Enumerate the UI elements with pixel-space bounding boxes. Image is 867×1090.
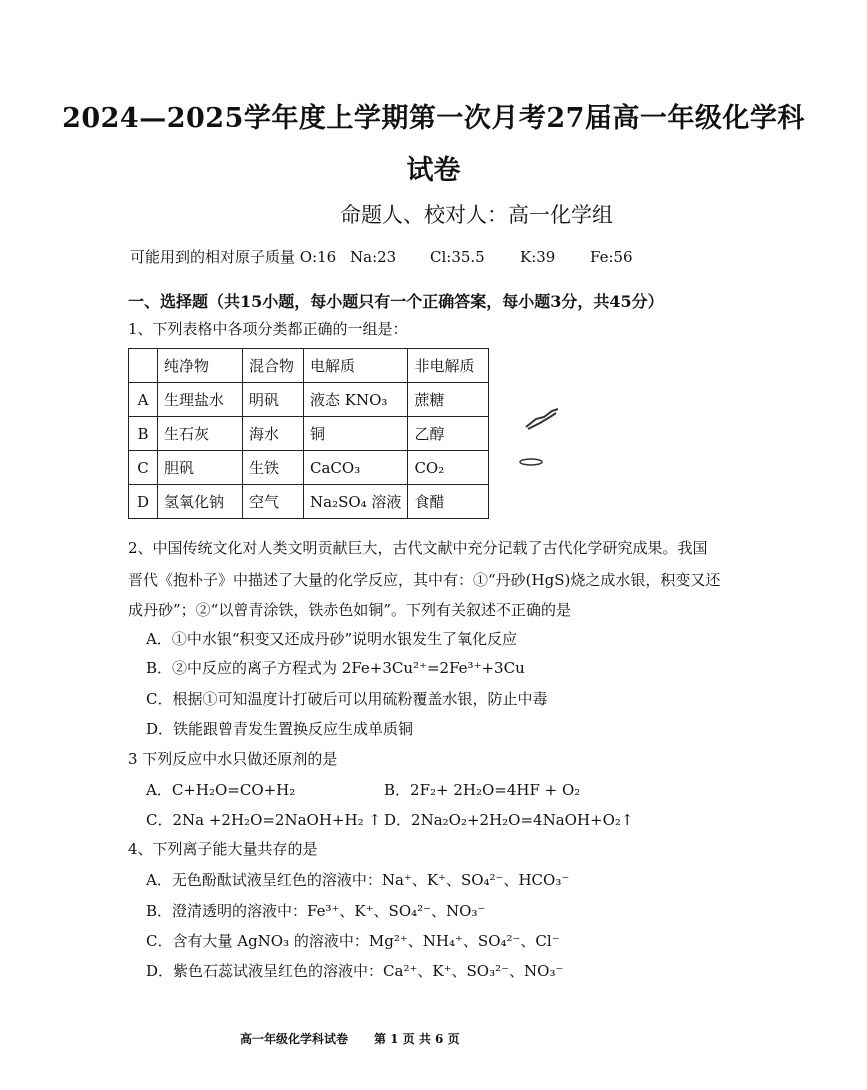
question-4-option-a: A．无色酚酞试液呈红色的溶液中：Na⁺、K⁺、SO₄²⁻、HCO₃⁻ [146,871,570,889]
ink-dash-mark [518,456,546,468]
table-row [129,417,489,451]
question-3-option-a: A．C+H₂O=CO+H₂ [146,781,296,799]
question-2-option-c: C．根据①可知温度计打破后可以用硫粉覆盖水银，防止中毒 [146,690,548,708]
question-3-option-b: B．2F₂+ 2H₂O=4HF + O₂ [384,781,581,799]
atomic-mass-fe: Fe:56 [590,248,633,266]
table-cell: 生铁 [243,451,304,485]
table-cell: Na₂SO₄ 溶液 [304,485,408,519]
table-cell: 食醋 [408,485,489,519]
table-header-cell: 混合物 [243,349,304,383]
table-header-cell [129,349,158,383]
question-4-option-d: D．紫色石蕊试液呈红色的溶液中：Ca²⁺、K⁺、SO₃²⁻、NO₃⁻ [146,962,564,980]
atomic-mass-na: Na:23 [350,248,397,266]
table-cell: 铜 [304,417,408,451]
exam-title-line1: 2024—2025学年度上学期第一次月考27届高一年级化学科 [62,103,805,134]
table-cell: 生理盐水 [158,383,243,417]
table-row [129,383,489,417]
table-row [129,451,489,485]
atomic-mass-k: K:39 [520,248,556,266]
atomic-mass-label: 可能用到的相对原子质量 O:16 [130,248,337,266]
footer-subject: 高一年级化学科试卷 [240,1032,349,1046]
atomic-mass-cl: Cl:35.5 [430,248,485,266]
exam-authors: 命题人、校对人：高一化学组 [340,203,613,227]
question-2-stem-line3: 成丹砂”；②“以曾青涂铁，铁赤色如铜”。下列有关叙述不正确的是 [128,601,572,619]
table-cell: C [129,451,158,485]
table-cell: 空气 [243,485,304,519]
atomic-masses [130,246,633,267]
table-cell: 液态 KNO₃ [304,383,408,417]
table-cell: B [129,417,158,451]
question-2-stem-line1: 2、中国传统文化对人类文明贡献巨大，古代文献中充分记载了古代化学研究成果。我国 [128,539,708,557]
table-row [129,485,489,519]
table-header-cell: 非电解质 [408,349,489,383]
table-header-cell: 纯净物 [158,349,243,383]
question-2-option-a: A．①中水银“积变又还成丹砂”说明水银发生了氧化反应 [146,630,518,648]
table-cell: 氢氧化钠 [158,485,243,519]
table-cell: 蔗糖 [408,383,489,417]
question-2-stem-line2: 晋代《抱朴子》中描述了大量的化学反应，其中有：①“丹砂(HgS)烧之成水银，积变又还 [128,571,721,589]
table-cell: 明矾 [243,383,304,417]
exam-title-line2: 试卷 [406,155,461,186]
table-cell: 胆矾 [158,451,243,485]
question-3-option-c: C．2Na +2H₂O=2NaOH+H₂ ↑ [146,811,381,829]
table-cell: 海水 [243,417,304,451]
table-cell: 生石灰 [158,417,243,451]
table-cell: 乙醇 [408,417,489,451]
table-cell: CO₂ [408,451,489,485]
table-cell: CaCO₃ [304,451,408,485]
question-4-option-c: C．含有大量 AgNO₃ 的溶液中：Mg²⁺、NH₄⁺、SO₄²⁻、Cl⁻ [146,932,560,950]
question-2-option-b: B．②中反应的离子方程式为 2Fe+3Cu²⁺=2Fe³⁺+3Cu [146,659,525,677]
question-1-table [128,348,489,519]
question-2-option-d: D．铁能跟曾青发生置换反应生成单质铜 [146,720,414,738]
section-heading: 一、选择题（共15小题，每小题只有一个正确答案，每小题3分，共45分） [128,292,664,311]
question-4-stem: 4、下列离子能大量共存的是 [128,840,318,858]
footer-page-number: 第 1 页 共 6 页 [374,1032,460,1046]
question-3-option-d: D．2Na₂O₂+2H₂O=4NaOH+O₂↑ [384,811,634,829]
question-1-stem: 1、下列表格中各项分类都正确的一组是： [128,320,408,338]
table-cell: D [129,485,158,519]
table-cell: A [129,383,158,417]
table-header-cell: 电解质 [304,349,408,383]
ink-scribble-mark [522,405,562,433]
table-header-row [129,349,489,383]
question-3-stem: 3 下列反应中水只做还原剂的是 [128,750,338,768]
question-4-option-b: B．澄清透明的溶液中：Fe³⁺、K⁺、SO₄²⁻、NO₃⁻ [146,902,486,920]
